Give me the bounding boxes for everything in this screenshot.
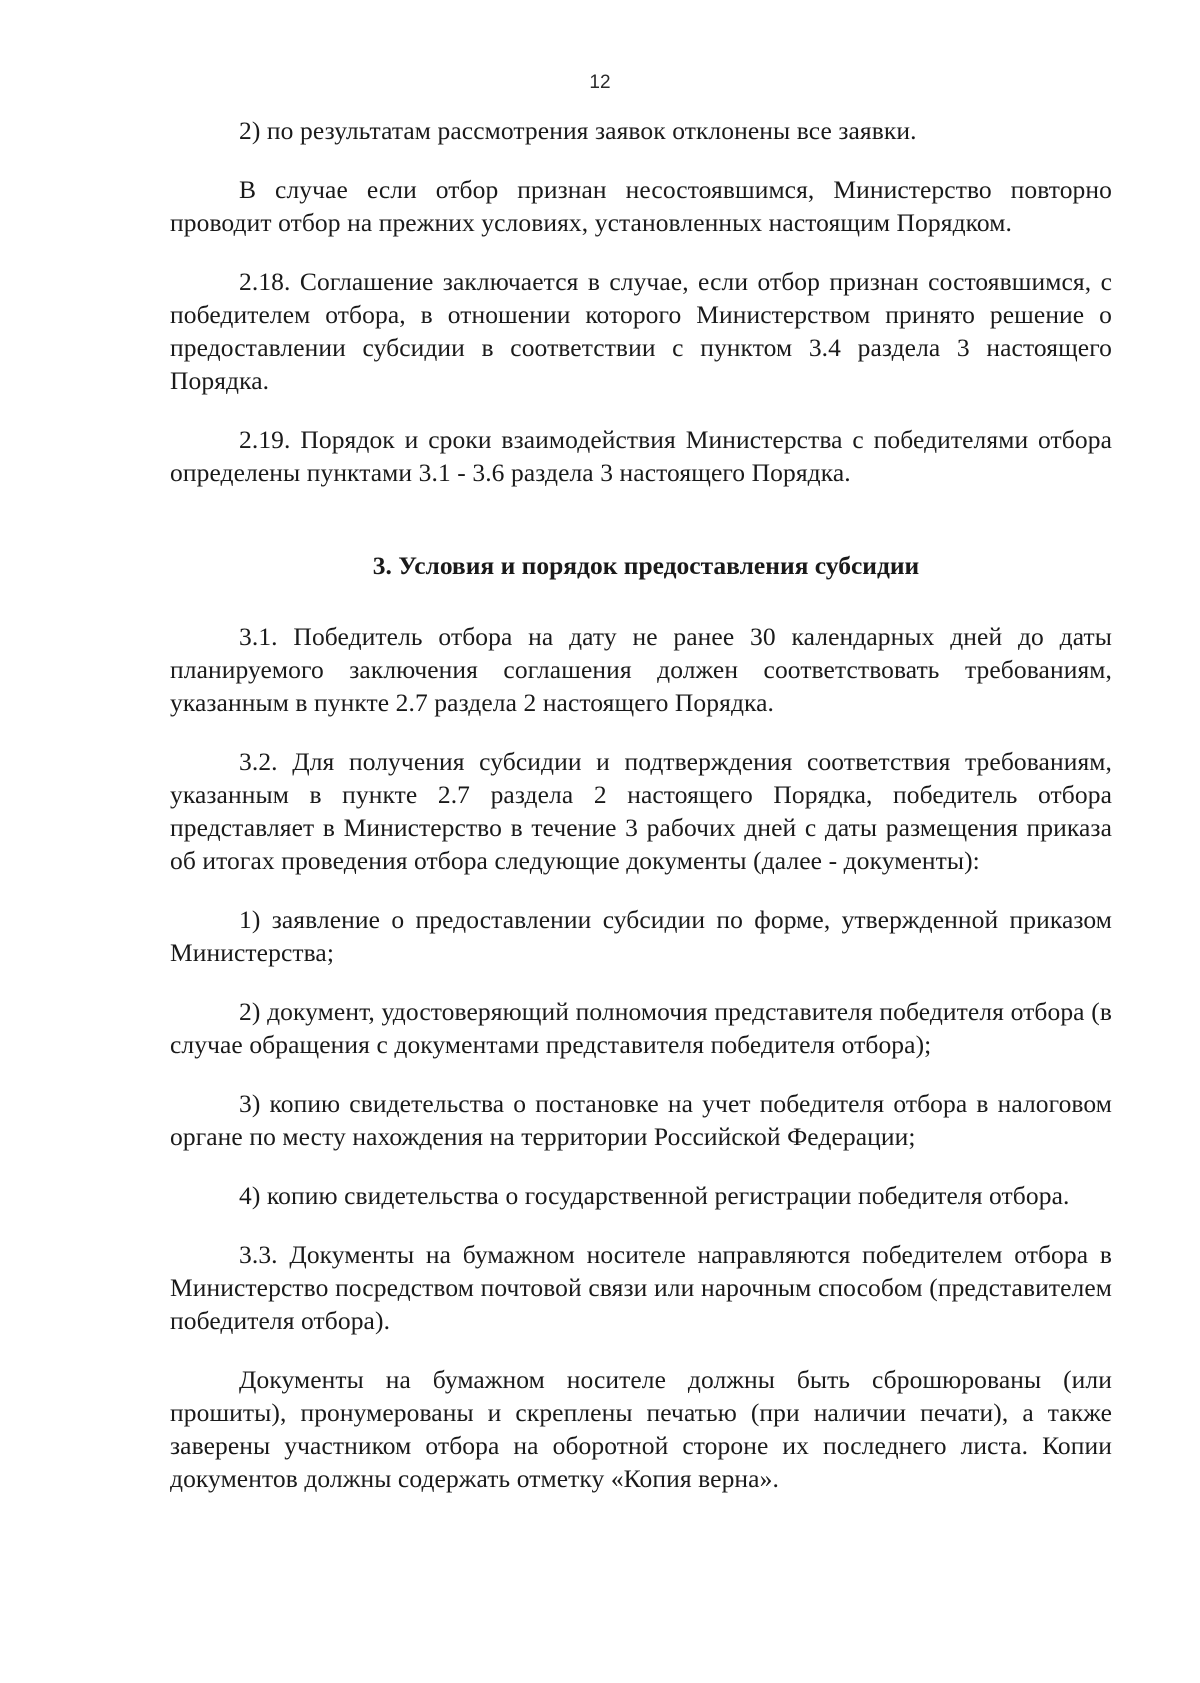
- paragraph-item-2: 2) по результатам рассмотрения заявок отклонены все заявки.: [239, 116, 917, 145]
- paragraph-selection-failed: В случае если отбор признан несостоявшимся, Министерство повторно проводит отбор на прежних условиях, установленных настоящим Порядком.: [170, 175, 1112, 237]
- page-number: 12: [589, 72, 611, 93]
- paragraph-documents-requirements: Документы на бумажном носителе должны быть сброшюрованы (или прошиты), пронумерованы и скреплены печатью (при наличии печати), а также заверены участником отбора на оборотной стороне их последнего листа. Копии документов должны содержать отметку «Копия верна».: [170, 1365, 1112, 1493]
- list-item-1: 1) заявление о предоставлении субсидии по форме, утвержденной приказом Министерства;: [170, 905, 1112, 967]
- paragraph-3-3: 3.3. Документы на бумажном носителе направляются победителем отбора в Министерство посредством почтовой связи или нарочным способом (представителем победителя отбора).: [170, 1240, 1112, 1335]
- document-body: [170, 114, 1112, 1521]
- paragraph-3-1: 3.1. Победитель отбора на дату не ранее 30 календарных дней до даты планируемого заключения соглашения должен соответствовать требованиям, указанным в пункте 2.7 раздела 2 настоящего Порядка.: [170, 622, 1112, 717]
- paragraph-2-19: 2.19. Порядок и сроки взаимодействия Министерства с победителями отбора определены пунктами 3.1 - 3.6 раздела 3 настоящего Порядка.: [170, 425, 1112, 487]
- paragraph-2-18: 2.18. Соглашение заключается в случае, если отбор признан состоявшимся, с победителем отбора, в отношении которого Министерством принято решение о предоставлении субсидии в соответствии с пунктом 3.4 раздела 3 настоящего Порядка.: [170, 267, 1112, 395]
- list-item-2: 2) документ, удостоверяющий полномочия представителя победителя отбора (в случае обращения с документами представителя победителя отбора);: [170, 997, 1112, 1059]
- list-item-3: 3) копию свидетельства о постановке на учет победителя отбора в налоговом органе по месту нахождения на территории Российской Федерации;: [170, 1089, 1112, 1151]
- paragraph-3-2: 3.2. Для получения субсидии и подтверждения соответствия требованиям, указанным в пункте 2.7 раздела 2 настоящего Порядка, победитель отбора представляет в Министерство в течение 3 рабочих дней с даты размещения приказа об итогах проведения отбора следующие документы (далее - документы):: [170, 747, 1112, 875]
- section-heading: 3. Условия и порядок предоставления субсидии: [372, 551, 920, 580]
- list-item-4: 4) копию свидетельства о государственной регистрации победителя отбора.: [239, 1181, 1070, 1210]
